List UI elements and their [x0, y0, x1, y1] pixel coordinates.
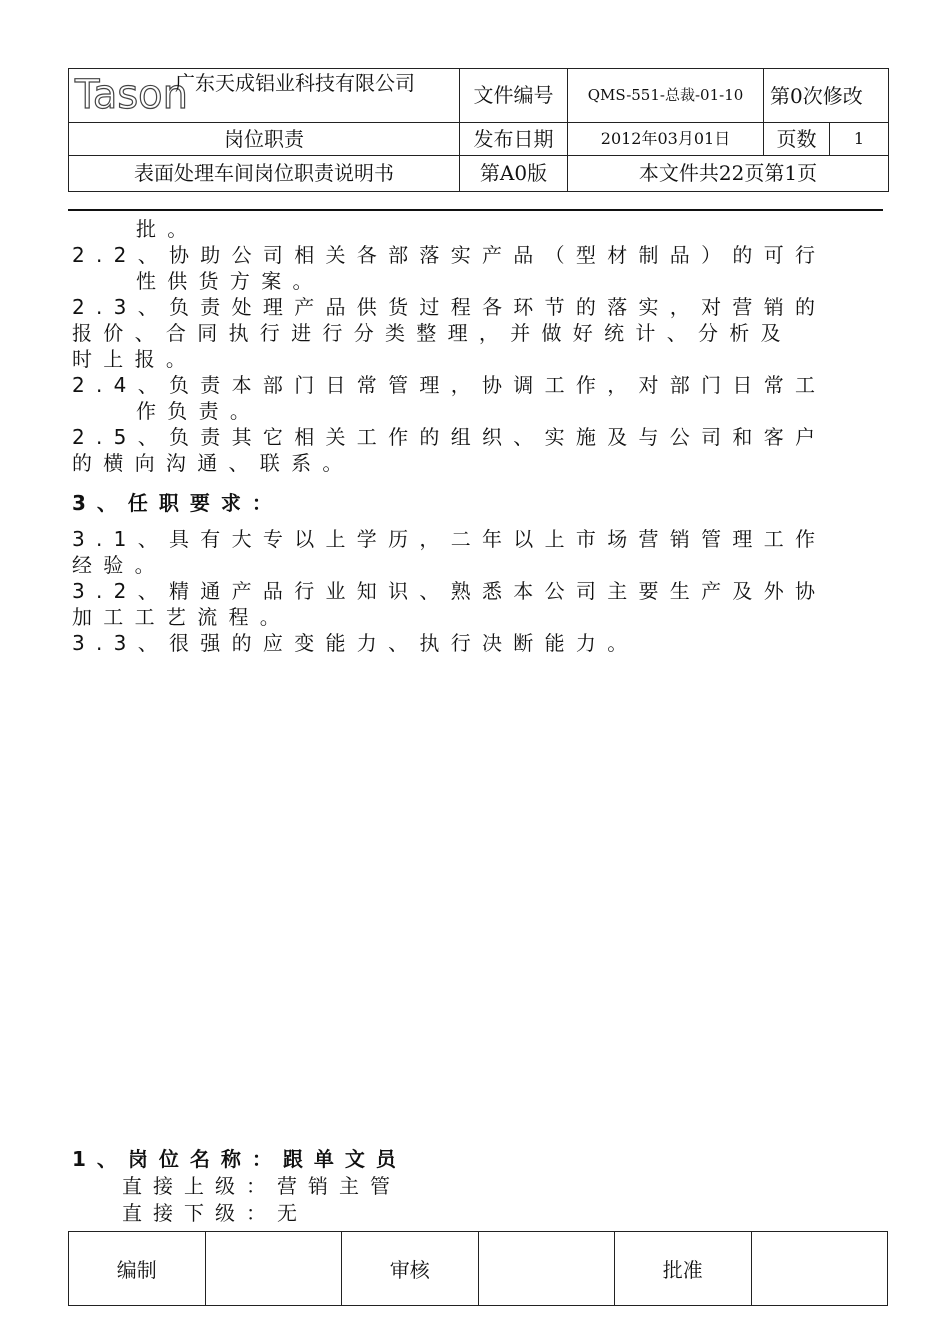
doc-number-value: QMS-551-总裁-01-10 [568, 69, 764, 123]
revision-label: 第0次修改 [764, 69, 889, 123]
item-2-4-line2: 作负责。 [136, 399, 262, 423]
prepared-by-field [205, 1232, 342, 1306]
reviewed-by-field [478, 1232, 615, 1306]
page-info: 本文件共22页第1页 [568, 156, 889, 192]
item-2-2-line1: 2.2、协助公司相关各部落实产品（型材制品）的可行 [72, 243, 827, 267]
item-2-3-line2: 报价、合同执行进行分类整理，并做好统计、分析及 [72, 321, 792, 345]
item-3-1-line2: 经验。 [72, 553, 166, 577]
position-name: 1、岗位名称：跟单文员 [72, 1147, 407, 1171]
header-divider [68, 209, 883, 211]
item-2-3-line3: 时上报。 [72, 347, 198, 371]
item-2-2-line2: 性供货方案。 [136, 269, 324, 293]
duties-content [72, 216, 837, 656]
item-3-3: 3.3、很强的应变能力、执行决断能力。 [72, 631, 639, 655]
reviewed-by-label: 审核 [342, 1232, 479, 1306]
signoff-table [68, 1231, 888, 1306]
issue-date-value: 2012年03月01日 [568, 123, 764, 156]
prepared-by-label: 编制 [69, 1232, 206, 1306]
company-cell [69, 69, 460, 123]
section-3-title: 3、任职要求： [72, 491, 283, 515]
item-3-2-line2: 加工工艺流程。 [72, 605, 292, 629]
item-2-5-line1: 2.5、负责其它相关工作的组织、实施及与公司和客户 [72, 425, 827, 449]
doc-number-label: 文件编号 [460, 69, 568, 123]
item-2-5-line2: 的横向沟通、联系。 [72, 451, 354, 475]
approved-by-label: 批准 [615, 1232, 752, 1306]
position-duty-label: 岗位职责 [69, 123, 460, 156]
item-3-1-line1: 3.1、具有大专以上学历，二年以上市场营销管理工作 [72, 527, 827, 551]
document-title: 表面处理车间岗位职责说明书 [69, 156, 460, 192]
issue-date-label: 发布日期 [460, 123, 568, 156]
item-2-4-line1: 2.4、负责本部门日常管理，协调工作，对部门日常工 [72, 373, 827, 397]
company-logo: Tason [75, 72, 188, 118]
page-count-value: 1 [830, 123, 889, 156]
paragraph-continuation: 批。 [136, 217, 199, 241]
document-header-table [68, 68, 889, 192]
direct-subordinate: 直接下级：无 [122, 1201, 308, 1225]
edition-label: 第A0版 [460, 156, 568, 192]
page-count-label: 页数 [764, 123, 830, 156]
direct-superior: 直接上级：营销主管 [122, 1174, 401, 1198]
company-name: 广东天成铝业科技有限公司 [175, 71, 415, 95]
item-3-2-line1: 3.2、精通产品行业知识、熟悉本公司主要生产及外协 [72, 579, 827, 603]
position-info-block [72, 1146, 837, 1227]
item-2-3-line1: 2.3、负责处理产品供货过程各环节的落实，对营销的 [72, 295, 827, 319]
approved-by-field [751, 1232, 888, 1306]
